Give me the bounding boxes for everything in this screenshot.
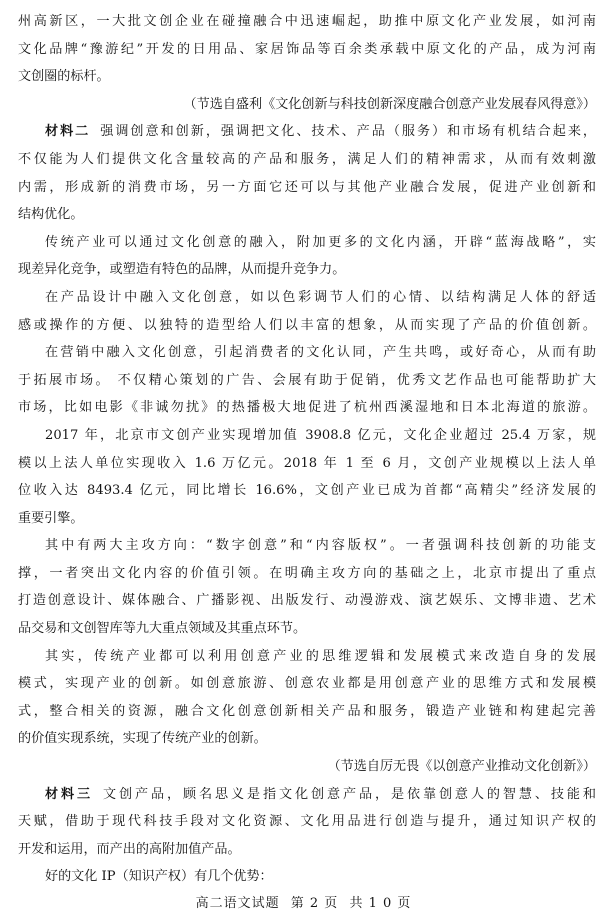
paragraph-line: 在产品设计中融入文化创意，如以色彩调节人们的心情、以结构满足人体的舒适 <box>45 289 596 305</box>
footer-total-pages: 共 1 0 页 <box>349 896 412 911</box>
paragraph-line: 文化品牌“豫游纪”开发的日用品、家居饰品等百余类承载中原文化的产品，成为河南 <box>18 41 596 57</box>
material-three-label: 材料三 <box>45 786 93 802</box>
page-footer <box>0 892 607 911</box>
paragraph-line: 其中有两大主攻方向：“数字创意”和“内容版权”。一者强调科技创新的功能支 <box>45 538 596 554</box>
paragraph-line: 在营销中融入文化创意，引起消费者的文化认同，产生共鸣，或好奇心，从而有助 <box>45 345 596 361</box>
paragraph-text: 文创产品，顾名思义是指文化创意产品，是依靠创意人的智慧、技能和 <box>103 786 596 802</box>
paragraph-line: 式，整合相关的资源，融合文化创意创新相关产品和服务，锻造产业链和构建起完善 <box>18 703 596 719</box>
paragraph-line: 文创圈的标杆。 <box>18 69 110 85</box>
paragraph-line: 传统产业可以通过文化创意的融入，附加更多的文化内涵，开辟“蓝海战略”，实 <box>45 234 596 250</box>
paragraph-line: 品交易和文创智库等九大重点领域及其重点环节。 <box>18 621 307 637</box>
paragraph-line: 不仅能为人们提供文化含量较高的产品和服务，满足人们的精神需求，从而有效刺激 <box>18 151 596 167</box>
paragraph-line: 模以上法人单位实现收入 1.6 万亿元。2018 年 1 至 6 月，文创产业规模以上法人单 <box>18 455 596 471</box>
paragraph-line: 州高新区，一大批文创企业在碰撞融合中迅速崛起，助推中原文化产业发展，如河南 <box>18 14 596 29</box>
paragraph-line: 结构优化。 <box>18 207 84 223</box>
source-citation-2: （节选自厉无畏《以创意产业推动文化创新》） <box>327 759 596 775</box>
paragraph-line: 天赋，借助于现代科技手段对文化资源、文化用品进行创造与提升，通过知识产权的 <box>18 814 596 830</box>
paragraph-line: 撑，一者突出文化内容的价值引领。在明确主攻方向的基础之上，北京市提出了重点 <box>18 565 596 581</box>
footer-page-number: 第 2 页 <box>290 896 339 911</box>
paragraph-line: 打造创意设计、媒体融合、广播影视、出版发行、动漫游戏、演艺娱乐、文博非遗、艺术 <box>18 593 596 609</box>
paragraph-line: 模式，实现产业的创新。如创意旅游、创意农业都是用创意产业的思维方式和发展模 <box>18 676 596 692</box>
paragraph-line: 位收入达 8493.4 亿元，同比增长 16.6%，文创产业已成为首都“高精尖”经济发展的 <box>18 483 596 499</box>
footer-subject: 高二语文试题 <box>195 896 280 911</box>
material-three-first-line <box>18 781 596 809</box>
paragraph-line: 内需，形成新的消费市场，另一方面它还可以与其他产业融合发展，促进产业创新和 <box>18 179 596 195</box>
paragraph-line: 现差异化竞争，或塑造有特色的品牌，从而提升竞争力。 <box>18 262 346 278</box>
paragraph-line: 好的文化 IP（知识产权）有几个优势： <box>45 869 273 885</box>
article-text <box>18 8 596 891</box>
material-two-first-line <box>18 118 596 146</box>
material-two-label: 材料二 <box>45 124 91 140</box>
paragraph-line: 开发和运用，而产出的高附加值产品。 <box>18 841 241 857</box>
paragraph-line: 其实，传统产业都可以利用创意产业的思维逻辑和发展模式来改造自身的发展 <box>45 648 596 664</box>
paragraph-line: 市场，比如电影《非诚勿扰》的热播极大地促进了杭州西溪湿地和日本北海道的旅游。 <box>18 400 596 416</box>
paragraph-line: 重要引擎。 <box>18 510 84 526</box>
paragraph-line: 感或操作的方便、以独特的造型给人们以丰富的想象，从而实现了产品的价值创新。 <box>18 317 596 333</box>
paragraph-line: 的价值实现系统，实现了传统产业的创新。 <box>18 731 267 747</box>
paragraph-line: 2017 年，北京市文创产业实现增加值 3908.8 亿元，文化企业超过 25.4 万家，规 <box>45 427 596 443</box>
source-citation-1: （节选自盛利《文化创新与科技创新深度融合创意产业发展春风得意》） <box>183 96 596 112</box>
paragraph-text: 强调创意和创新，强调把文化、技术、产品（服务）和市场有机结合起来， <box>100 124 596 140</box>
paragraph-line: 于拓展市场。 不仅精心策划的广告、会展有助于促销，优秀文艺作品也可能帮助扩大 <box>18 372 596 388</box>
